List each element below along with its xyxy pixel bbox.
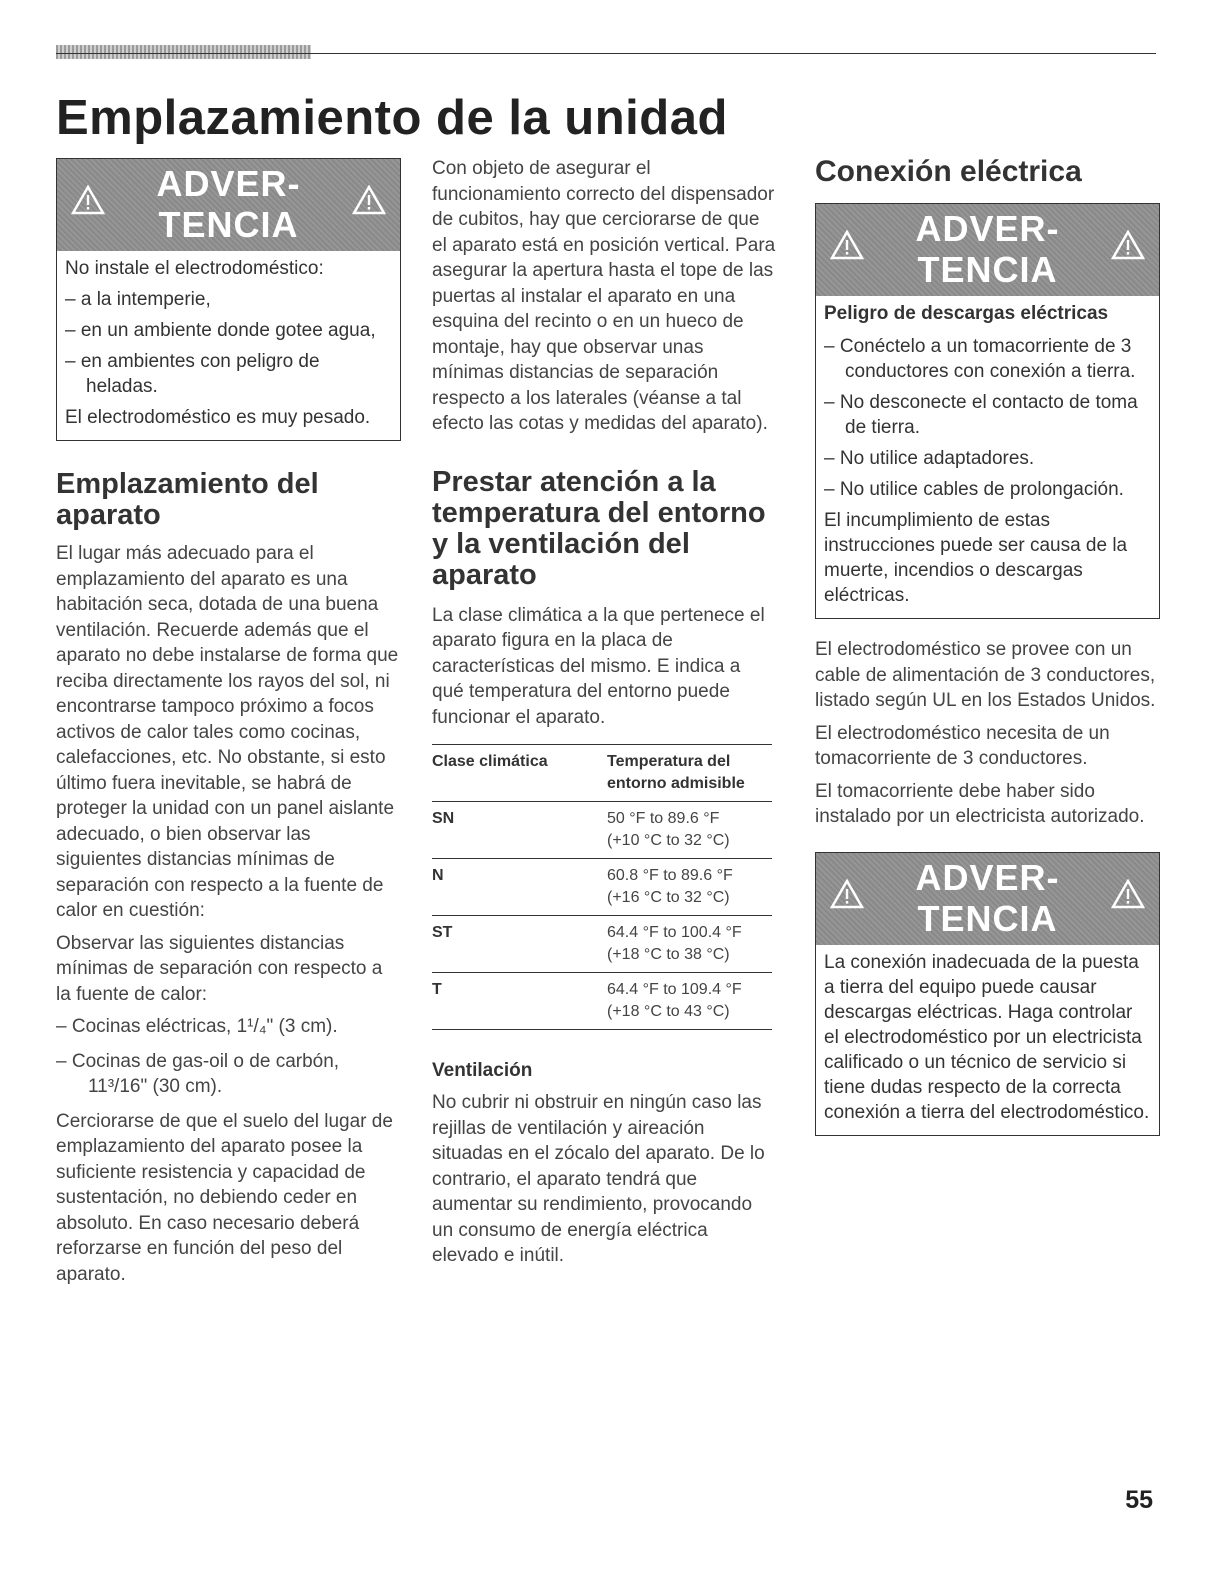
warning-text: La conexión inadecuada de la puesta a tierra del equipo puede causar descargas eléctricas. Haga controlar el electrodoméstico por un electricista calificado o un técnico de servicio si tiene dudas respecto de la correcta conexión a tierra del electrodoméstico.	[824, 951, 1150, 1123]
temperature-range: 50 °F to 89.6 °F (+10 °C to 32 °C)	[607, 802, 772, 859]
paragraph: Observar las siguientes distancias mínimas de separación con respecto a la fuente de calor:	[56, 932, 383, 1005]
warning-box	[56, 158, 401, 441]
warning-title: ADVER- TENCIA	[156, 163, 301, 245]
list-item: – en ambientes con peligro de heladas.	[65, 351, 320, 397]
climate-table	[432, 744, 772, 1030]
warning-list	[65, 287, 392, 399]
column-right	[815, 156, 1160, 1136]
warning-title: ADVER- TENCIA	[915, 208, 1060, 290]
warning-outro: El electrodoméstico es muy pesado.	[65, 407, 371, 428]
warning-triangle-icon	[830, 230, 864, 260]
column-header: Clase climática	[432, 753, 548, 770]
climate-class: ST	[432, 916, 607, 973]
warning-triangle-icon	[1111, 879, 1145, 909]
column-left	[56, 158, 401, 1294]
column-middle	[432, 156, 777, 1276]
header-bar	[56, 45, 311, 59]
section-heading: Conexión eléctrica	[815, 155, 1082, 188]
list-item: – Cocinas eléctricas, 1¹/₄" (3 cm).	[56, 1016, 338, 1037]
subheading: Ventilación	[432, 1060, 533, 1081]
temperature-range: 60.8 °F to 89.6 °F (+16 °C to 32 °C)	[607, 859, 772, 916]
temperature-range: 64.4 °F to 109.4 °F (+18 °C to 43 °C)	[607, 973, 772, 1030]
warning-triangle-icon	[352, 185, 386, 215]
warning-header	[816, 853, 1159, 945]
warning-triangle-icon	[1111, 230, 1145, 260]
warning-subtitle: Peligro de descargas eléctricas	[824, 303, 1109, 324]
paragraph: El tomacorriente debe haber sido instalado por un electricista autorizado.	[815, 780, 1145, 827]
section-heading: Emplazamiento del aparato	[56, 468, 319, 531]
climate-class: SN	[432, 802, 607, 859]
paragraph: El lugar más adecuado para el emplazamiento del aparato es una habitación seca, dotada de una buena ventilación. Recuerde además que el aparato no debe instalarse de forma que reciba directamente los rayos del sol, ni encontrarse tampoco próximo a focos activos de calor tales como cocinas, calefacciones, etc. No obstante, si esto último fuera inevitable, se habrá de proteger la unidad con un panel aislante adecuado, o bien observar las siguientes distancias mínimas de separación con respecto a la fuente de calor en cuestión:	[56, 543, 399, 921]
column-header: Temperatura del entorno admisible	[607, 753, 745, 792]
paragraph: Con objeto de asegurar el funcionamiento correcto del dispensador de cubitos, hay que cerciorarse de que el aparato está en posición vertical. Para asegurar la apertura hasta el tope de las puertas al instalar el aparato en una esquina del recinto o en un hueco de montaje, hay que observar unas mínimas distancias de separación respecto a los laterales (véanse a tal efecto las cotas y medidas del aparato).	[432, 158, 776, 434]
list-item: – No utilice cables de prolongación.	[824, 479, 1124, 500]
warning-box	[815, 852, 1160, 1136]
list-item: – Cocinas de gas-oil o de carbón, 11³/16" (30 cm).	[56, 1050, 340, 1097]
warning-box	[815, 203, 1160, 619]
paragraph: El electrodoméstico necesita de un tomacorriente de 3 conductores.	[815, 722, 1110, 769]
table-row	[432, 802, 772, 859]
warning-title: ADVER- TENCIA	[915, 856, 1060, 939]
warning-body	[816, 945, 1159, 1135]
paragraph: La clase climática a la que pertenece el aparato figura en la placa de características del mismo. E indica a qué temperatura del entorno puede funcionar el aparato.	[432, 604, 765, 728]
climate-class: T	[432, 973, 607, 1030]
warning-header	[57, 159, 400, 251]
warning-triangle-icon	[71, 185, 105, 215]
paragraph: No cubrir ni obstruir en ningún caso las rejillas de ventilación y aireación situadas en el zócalo del aparato. De lo contrario, el aparato tendrá que aumentar su rendimiento, provocando un consumo de energía eléctrica elevado e inútil.	[432, 1092, 765, 1266]
list-item: – a la intemperie,	[65, 289, 211, 310]
temperature-range: 64.4 °F to 100.4 °F (+18 °C to 38 °C)	[607, 916, 772, 973]
section-heading: Prestar atención a la temperatura del entorno y la ventilación del aparato	[432, 465, 766, 591]
warning-header	[816, 204, 1159, 296]
warning-triangle-icon	[830, 879, 864, 909]
list-item: – Conéctelo a un tomacorriente de 3 conductores con conexión a tierra.	[824, 336, 1136, 382]
warning-body	[57, 251, 400, 440]
table-row	[432, 859, 772, 916]
page-title: Emplazamiento de la unidad	[56, 91, 728, 145]
list-item: – en un ambiente donde gotee agua,	[65, 320, 376, 341]
climate-class: N	[432, 859, 607, 916]
header-rule	[56, 53, 1156, 54]
table-row	[432, 916, 772, 973]
list-item: – No utilice adaptadores.	[824, 448, 1035, 469]
warning-list	[824, 334, 1151, 502]
page-number: 55	[1125, 1486, 1153, 1514]
warning-body	[816, 296, 1159, 618]
table-row	[432, 973, 772, 1030]
list-item: – No desconecte el contacto de toma de tierra.	[824, 392, 1138, 438]
paragraph: El electrodoméstico se provee con un cable de alimentación de 3 conductores, listado según UL en los Estados Unidos.	[815, 639, 1156, 711]
distance-list	[56, 1014, 401, 1100]
warning-intro: No instale el electrodoméstico:	[65, 258, 324, 279]
table-header-row	[432, 745, 772, 802]
paragraph: Cerciorarse de que el suelo del lugar de emplazamiento del aparato posee la suficiente resistencia y capacidad de sustentación, no debiendo ceder en absoluto. En caso necesario deberá reforzarse en función del peso del aparato.	[56, 1110, 393, 1285]
warning-outro: El incumplimiento de estas instrucciones puede ser causa de la muerte, incendios o descargas eléctricas.	[824, 510, 1128, 606]
